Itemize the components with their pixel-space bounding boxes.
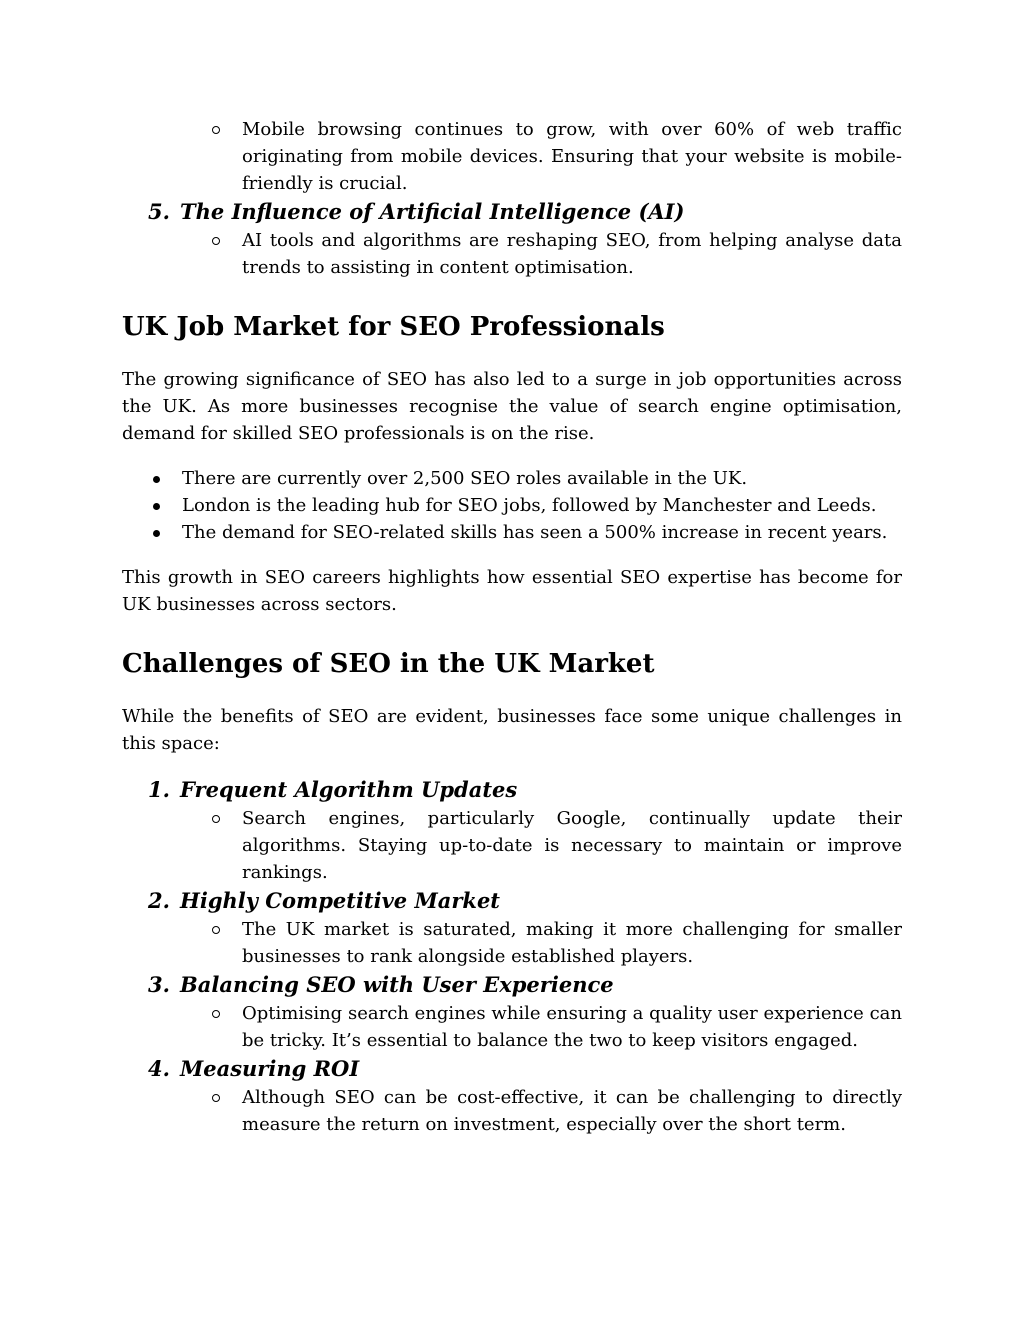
- list-item-measuring-roi: [122, 1084, 902, 1138]
- bullet-text: Optimising search engines while ensuring a quality user experience can be tricky. It’s essential to balance the two to keep visitors engaged.: [242, 1003, 902, 1051]
- bullet-text: The demand for SEO-related skills has seen a 500% increase in recent years.: [182, 522, 888, 543]
- numbered-heading-5: [122, 197, 902, 227]
- list-item-roles: [122, 465, 902, 492]
- list-number: 5.: [148, 199, 170, 224]
- circle-bullet-icon: [212, 815, 220, 823]
- numbered-heading-4: [122, 1054, 902, 1084]
- circle-bullet-icon: [212, 926, 220, 934]
- list-item-london-hub: [122, 492, 902, 519]
- paragraph-job-market-outro: This growth in SEO careers highlights how essential SEO expertise has become for UK businesses across sectors.: [122, 567, 902, 615]
- list-item-mobile-browsing: [122, 116, 902, 197]
- bullet-text: Search engines, particularly Google, continually update their algorithms. Staying up-to-date is necessary to maintain or improve rankings.: [242, 808, 902, 883]
- section-heading-job-market: UK Job Market for SEO Professionals: [122, 312, 665, 342]
- list-item-user-experience: [122, 1000, 902, 1054]
- bullet-text: Mobile browsing continues to grow, with over 60% of web traffic originating from mobile devices. Ensuring that your website is mobile-friendly is crucial.: [242, 119, 902, 194]
- circle-bullet-icon: [212, 1094, 220, 1102]
- job-market-bullet-list: [122, 465, 902, 546]
- circle-bullet-icon: [212, 237, 220, 245]
- list-item-ai-tools: [122, 227, 902, 281]
- numbered-heading-text: Balancing SEO with User Experience: [180, 972, 614, 997]
- disc-bullet-icon: [153, 476, 160, 483]
- disc-bullet-icon: [153, 530, 160, 537]
- challenges-numbered-list: [122, 775, 902, 1138]
- paragraph-challenges-intro: While the benefits of SEO are evident, businesses face some unique challenges in this space:: [122, 706, 902, 754]
- numbered-heading-text: Highly Competitive Market: [180, 888, 501, 913]
- numbered-heading-2: [122, 886, 902, 916]
- bullet-text: AI tools and algorithms are reshaping SEO, from helping analyse data trends to assisting in content optimisation.: [242, 230, 902, 278]
- bullet-text: Although SEO can be cost-effective, it can be challenging to directly measure the return on investment, especially over the short term.: [242, 1087, 902, 1135]
- circle-bullet-icon: [212, 126, 220, 134]
- bullet-text: There are currently over 2,500 SEO roles available in the UK.: [182, 468, 748, 489]
- disc-bullet-icon: [153, 503, 160, 510]
- list-item-skills-demand: [122, 519, 902, 546]
- list-item-algorithm-updates: [122, 805, 902, 886]
- numbered-heading-3: [122, 970, 902, 1000]
- numbered-heading-text: Frequent Algorithm Updates: [180, 777, 518, 802]
- list-number: 2.: [148, 888, 170, 913]
- list-item-competitive-market: [122, 916, 902, 970]
- list-number: 1.: [148, 777, 170, 802]
- numbered-heading-text: Measuring ROI: [180, 1056, 360, 1081]
- numbered-heading-text: The Influence of Artificial Intelligence (AI): [180, 199, 685, 224]
- bullet-text: London is the leading hub for SEO jobs, followed by Manchester and Leeds.: [182, 495, 877, 516]
- numbered-heading-1: [122, 775, 902, 805]
- bullet-text: The UK market is saturated, making it more challenging for smaller businesses to rank alongside established players.: [242, 919, 902, 967]
- paragraph-job-market-intro: The growing significance of SEO has also led to a surge in job opportunities across the UK. As more businesses recognise the value of search engine optimisation, demand for skilled SEO professionals is on the rise.: [122, 369, 902, 444]
- list-number: 4.: [148, 1056, 170, 1081]
- section-heading-challenges: Challenges of SEO in the UK Market: [122, 649, 655, 679]
- list-number: 3.: [148, 972, 170, 997]
- circle-bullet-icon: [212, 1010, 220, 1018]
